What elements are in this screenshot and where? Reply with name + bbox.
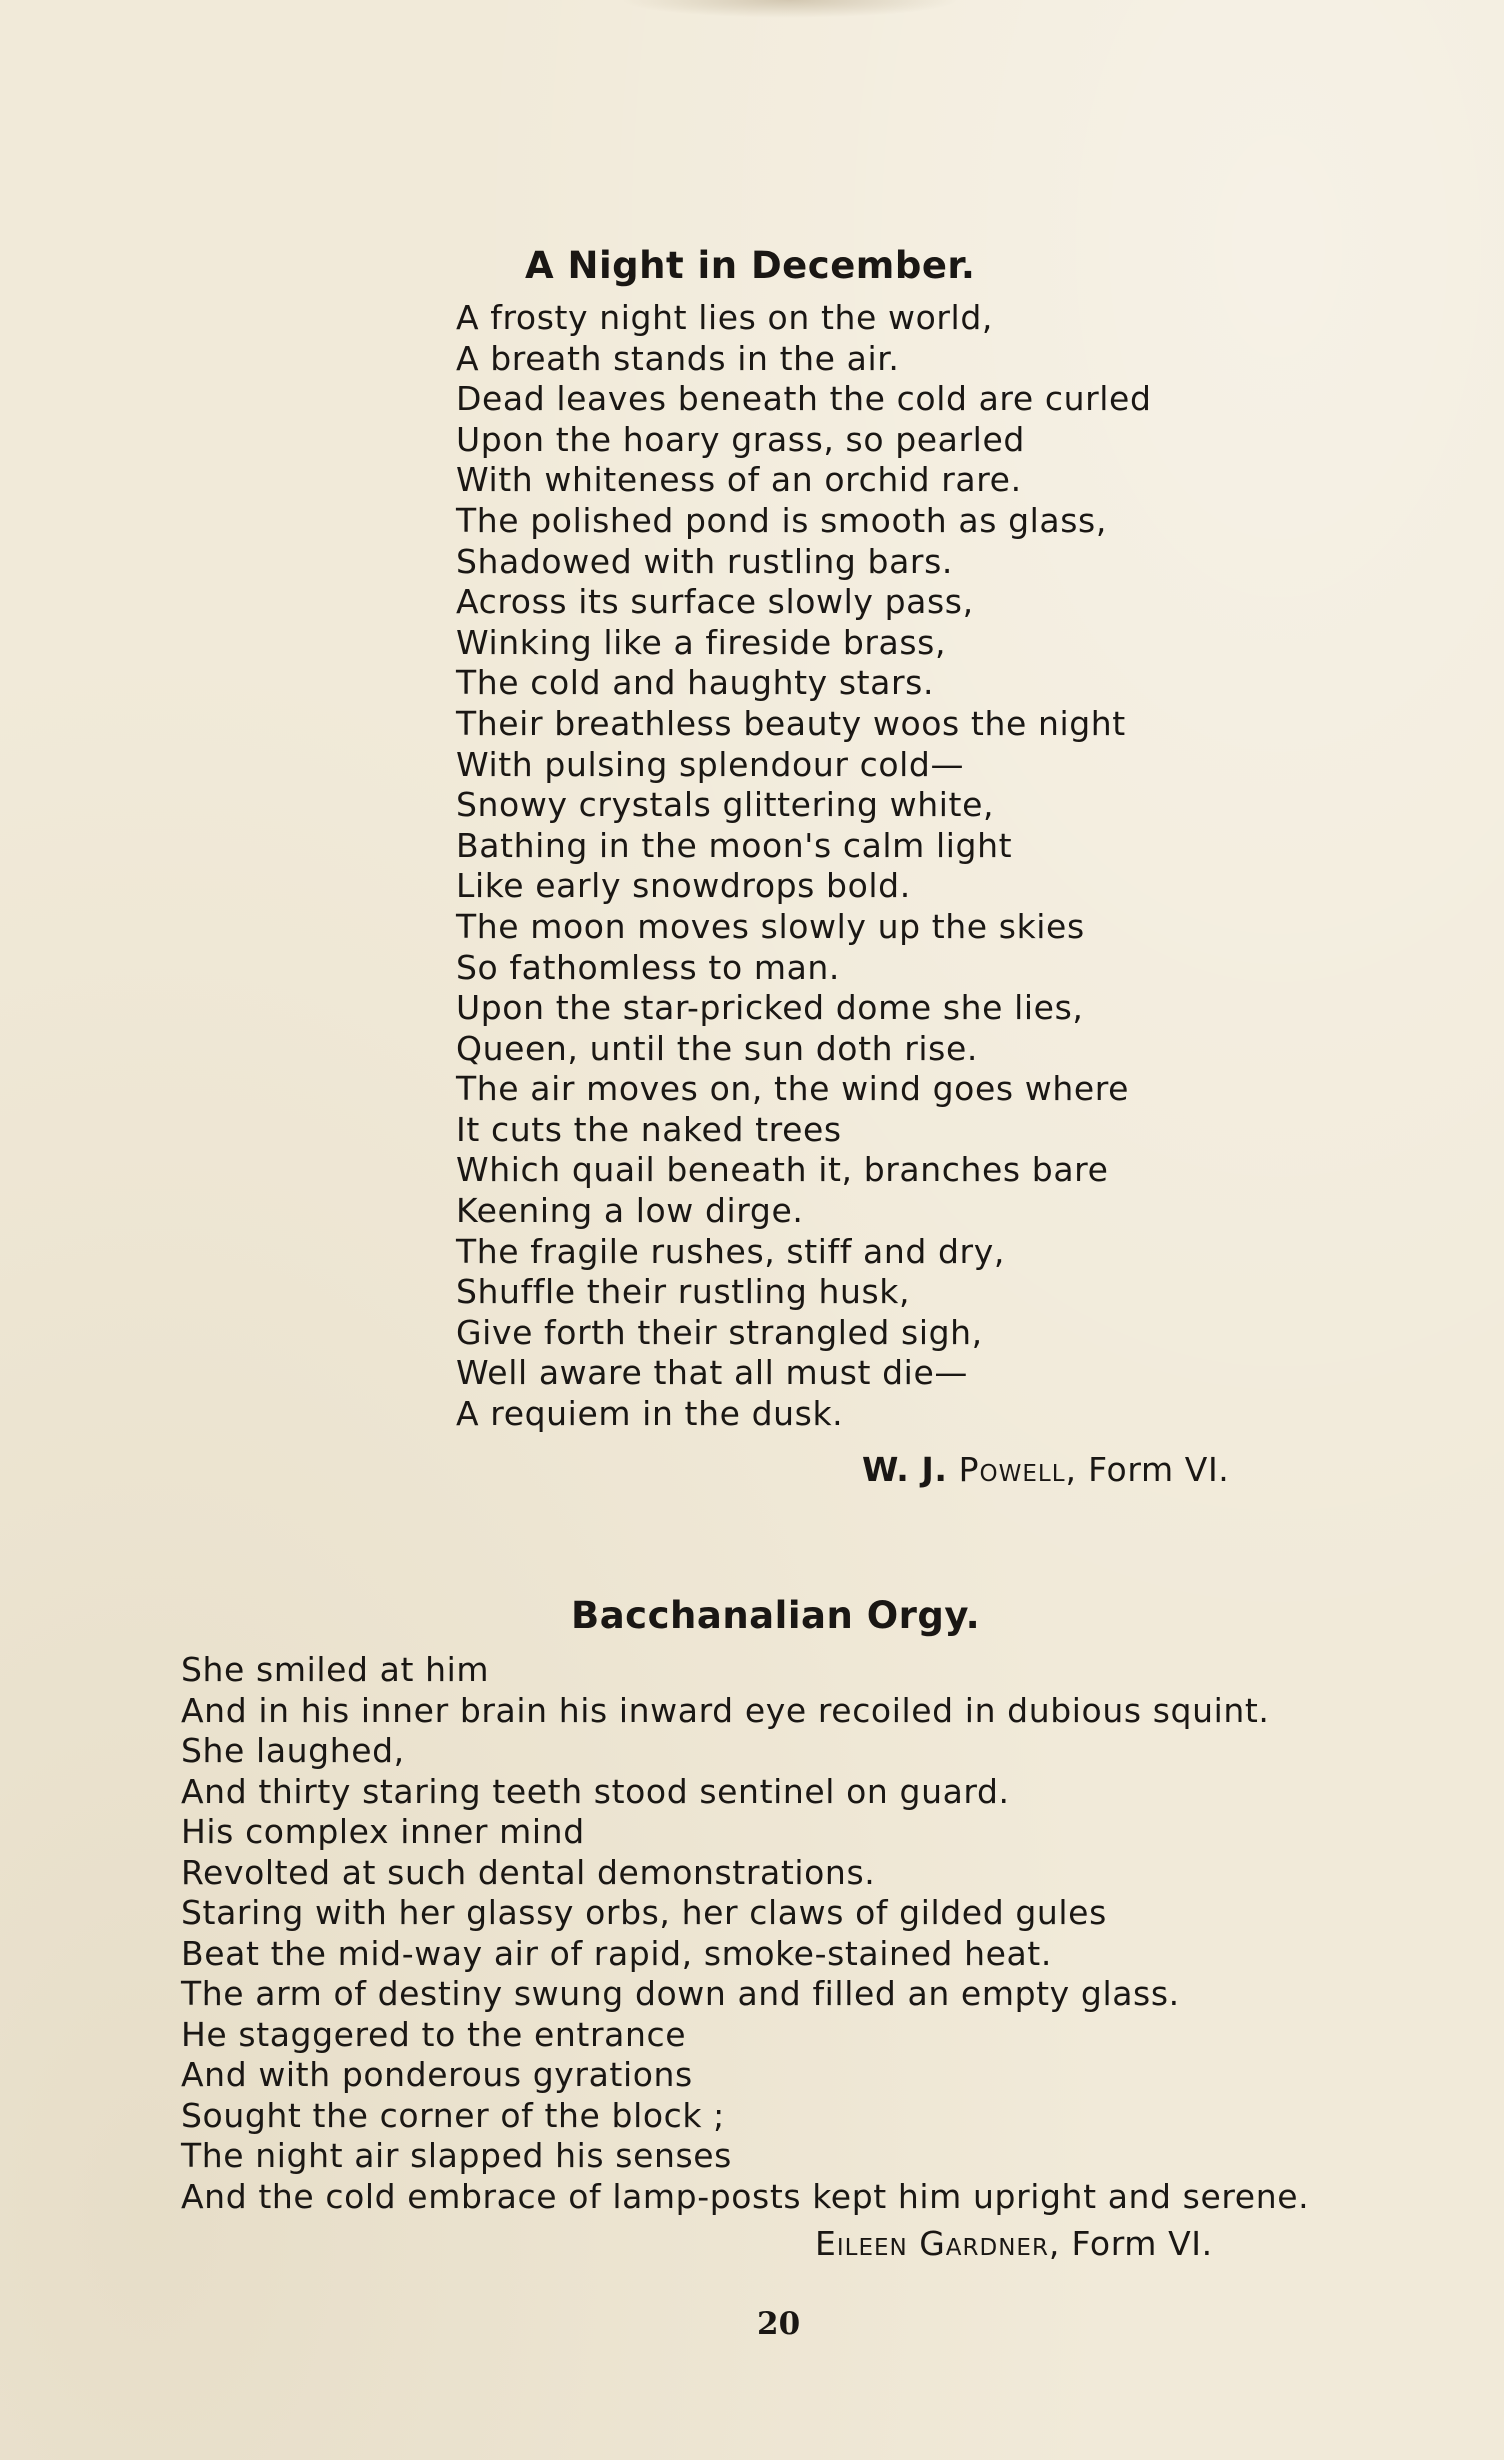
poem-line: A frosty night lies on the world, (456, 298, 993, 337)
poem-line: His complex inner mind (181, 1812, 585, 1851)
poem-line: Shuffle their rustling husk, (456, 1272, 911, 1312)
poem-line: And the cold embrace of lamp-posts kept him upright and serene. (181, 2176, 1310, 2216)
author-name: Eileen Gardner, (815, 2224, 1061, 2263)
poem-line: The fragile rushes, stiff and dry, (456, 1231, 1005, 1271)
poem-title-a-night-in-december: A Night in December. (525, 244, 976, 287)
poem-line: Bathing in the moon's calm light (456, 825, 1013, 865)
poem-line: Queen, until the sun doth rise. (456, 1028, 978, 1068)
poem-line: And in his inner brain his inward eye recoiled in dubious squint. (181, 1690, 1270, 1730)
poem-line: The night air slapped his senses (181, 2136, 732, 2175)
poem-line: Sought the corner of the block ; (181, 2095, 725, 2135)
poem-a-night-in-december-lines (456, 298, 1152, 1435)
poem-line: Which quail beneath it, branches bare (456, 1150, 1109, 1190)
page-number: 20 (757, 2306, 801, 2342)
poem-line: Across its surface slowly pass, (456, 582, 974, 622)
poem-line: With whiteness of an orchid rare. (456, 460, 1022, 500)
poem-line: Like early snowdrops bold. (456, 866, 911, 906)
poem-line: A breath stands in the air. (456, 338, 900, 378)
poem-line: Shadowed with rustling bars. (456, 541, 953, 581)
poem-line: She laughed, (181, 1731, 405, 1770)
author-form: Form VI. (1088, 1450, 1230, 1489)
poem-line: Staring with her glassy orbs, her claws of gilded gules (181, 1893, 1107, 1932)
poem2-author-credit (815, 2224, 1213, 2263)
poem-line: He staggered to the entrance (181, 2014, 687, 2054)
poem-line: Upon the star-pricked dome she lies, (456, 988, 1084, 1028)
poem-line: Revolted at such dental demonstrations. (181, 1852, 876, 1892)
poem-line: And with ponderous gyrations (181, 2055, 693, 2094)
poem-title-bacchanalian-orgy: Bacchanalian Orgy. (571, 1594, 981, 1637)
poem-line: Beat the mid-way air of rapid, smoke-stained heat. (181, 1933, 1052, 1973)
poem-line: The moon moves slowly up the skies (456, 906, 1085, 946)
scan-shadow (620, 0, 960, 18)
poem-line: The polished pond is smooth as glass, (456, 500, 1107, 540)
poem-line: Dead leaves beneath the cold are curled (456, 379, 1152, 419)
poem-line: Their breathless beauty woos the night (456, 703, 1126, 743)
poem-line: And thirty staring teeth stood sentinel on guard. (181, 1771, 1010, 1811)
poem-line: She smiled at him (181, 1650, 490, 1689)
poem1-author-credit (862, 1450, 1229, 1489)
poem-line: So fathomless to man. (456, 947, 840, 987)
poem-bacchanalian-orgy-lines (181, 1650, 1309, 2217)
poem-line: Well aware that all must die— (456, 1353, 968, 1393)
author-form: Form VI. (1071, 2224, 1213, 2263)
author-initials: W. J. (862, 1450, 948, 1489)
poem-line: Winking like a fireside brass, (456, 622, 947, 662)
poem-line: Snowy crystals glittering white, (456, 785, 995, 825)
poem-line: The arm of destiny swung down and filled an empty glass. (181, 1974, 1180, 2013)
poem-line: With pulsing splendour cold— (456, 744, 965, 784)
poem-line: It cuts the naked trees (456, 1109, 842, 1149)
poem-line: Upon the hoary grass, so pearled (456, 419, 1025, 459)
poem-line: The air moves on, the wind goes where (456, 1069, 1130, 1109)
poem-line: The cold and haughty stars. (456, 663, 935, 703)
poem-line: Give forth their strangled sigh, (456, 1312, 983, 1352)
poem-line: A requiem in the dusk. (456, 1394, 844, 1434)
poem-line: Keening a low dirge. (456, 1191, 804, 1231)
author-surname: Powell, (958, 1450, 1078, 1489)
